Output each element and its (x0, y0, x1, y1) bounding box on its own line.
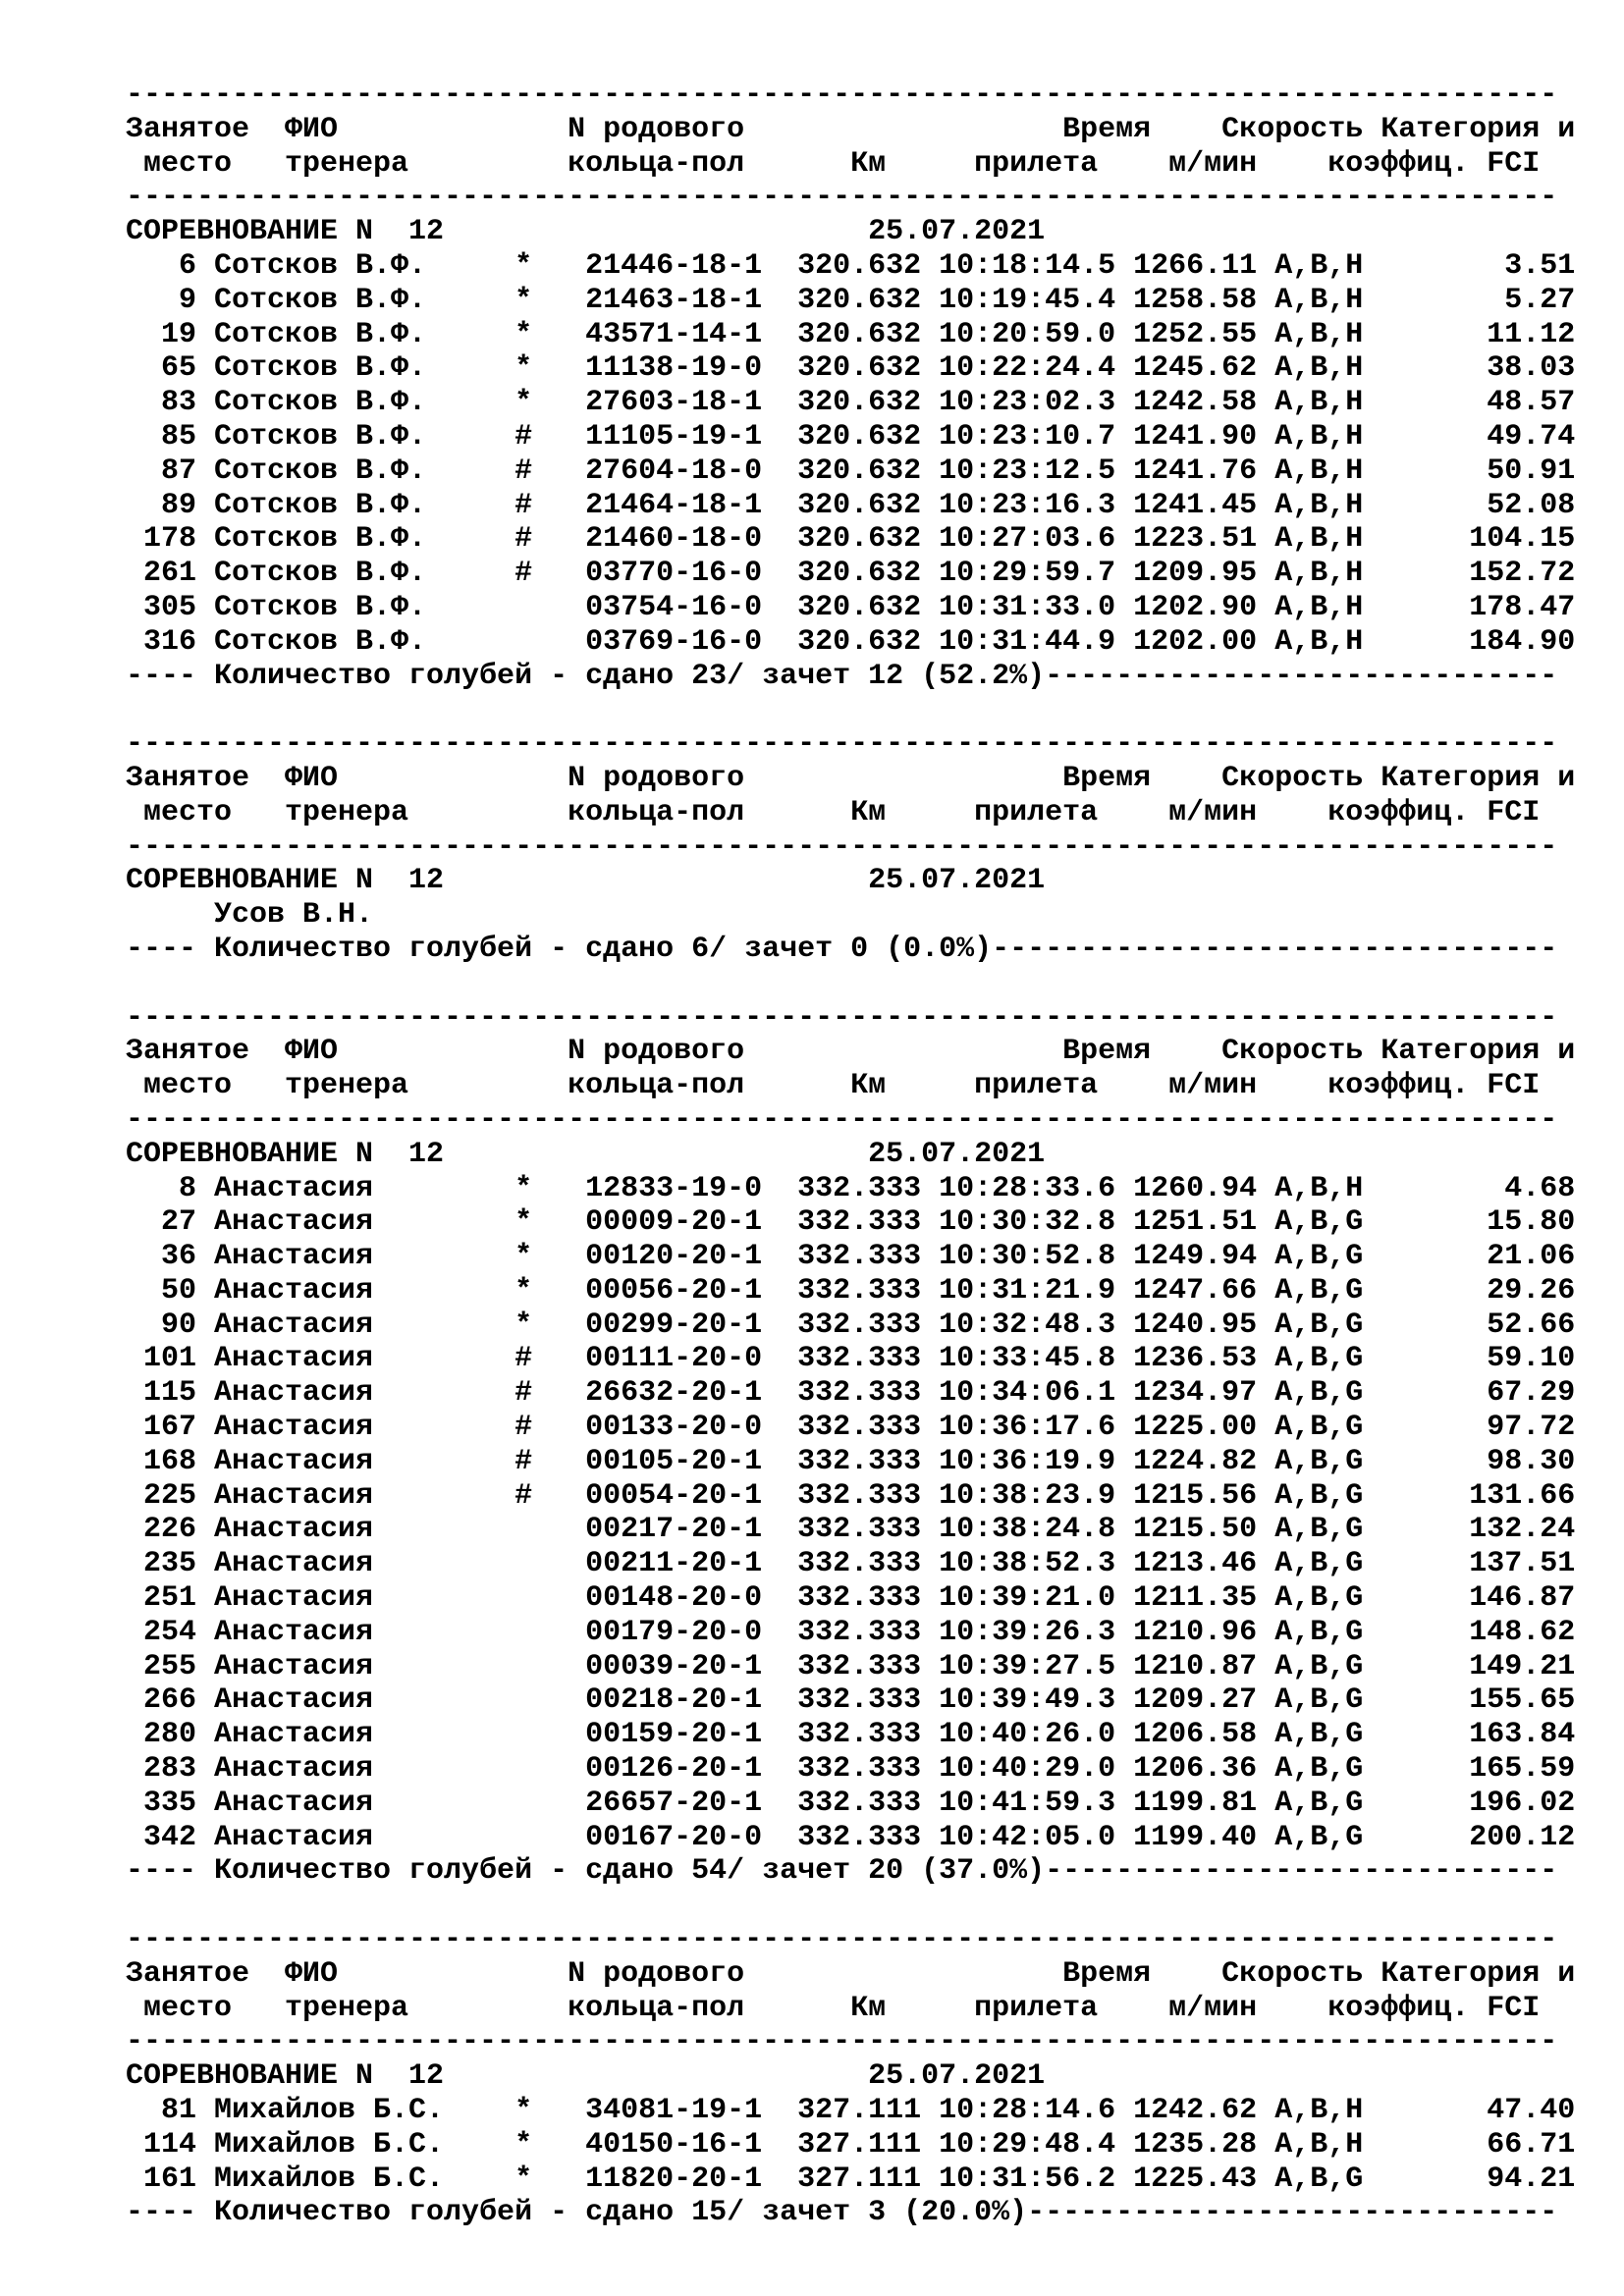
result-row: 36 Анастасия * 00120-20-1 332.333 10:30:52.8 1249.94 A,B,G 21.06 (126, 1240, 1576, 1274)
result-row: 235 Анастасия 00211-20-1 332.333 10:38:52.3 1213.46 A,B,G 137.51 (126, 1547, 1576, 1581)
results-report (126, 79, 1598, 2265)
column-header-row-2: место тренера кольца-пол Км прилета м/мин коэффиц. FCI (126, 795, 1541, 829)
result-row: 178 Сотсков В.Ф. # 21460-18-0 320.632 10:27:03.6 1223.51 A,B,H 104.15 (126, 522, 1576, 557)
column-header-row-1: Занятое ФИО N родового Время Скорость Категория и (126, 1035, 1576, 1069)
result-row: 251 Анастасия 00148-20-0 332.333 10:39:21.0 1211.35 A,B,G 146.87 (126, 1581, 1576, 1616)
results-section (126, 727, 1598, 967)
result-row: 266 Анастасия 00218-20-1 332.333 10:39:49.3 1209.27 A,B,G 155.65 (126, 1683, 1576, 1718)
results-section (126, 1923, 1598, 2230)
result-row: 254 Анастасия 00179-20-0 332.333 10:39:26.3 1210.96 A,B,G 148.62 (126, 1615, 1576, 1649)
result-row: 50 Анастасия * 00056-20-1 332.333 10:31:21.9 1247.66 A,B,G 29.26 (126, 1273, 1576, 1308)
competition-title: СОРЕВНОВАНИЕ N 12 25.07.2021 (126, 215, 1046, 249)
result-row: 27 Анастасия * 00009-20-1 332.333 10:30:32.8 1251.51 A,B,G 15.80 (126, 1205, 1576, 1240)
separator-line: --------------------------------------------------------------------------------- (126, 727, 1558, 762)
separator-line: --------------------------------------------------------------------------------- (126, 1102, 1558, 1137)
result-row: 19 Сотсков В.Ф. * 43571-14-1 320.632 10:20:59.0 1252.55 A,B,H 11.12 (126, 317, 1576, 351)
result-row: 283 Анастасия 00126-20-1 332.333 10:40:29.0 1206.36 A,B,G 165.59 (126, 1752, 1576, 1787)
result-row: 114 Михайлов Б.С. * 40150-16-1 327.111 10:29:48.4 1235.28 A,B,H 66.71 (126, 2127, 1576, 2162)
result-row: 83 Сотсков В.Ф. * 27603-18-1 320.632 10:23:02.3 1242.58 A,B,H 48.57 (126, 386, 1576, 420)
result-row: 255 Анастасия 00039-20-1 332.333 10:39:27.5 1210.87 A,B,G 149.21 (126, 1649, 1576, 1683)
result-row: 89 Сотсков В.Ф. # 21464-18-1 320.632 10:23:16.3 1241.45 A,B,H 52.08 (126, 488, 1576, 522)
column-header-row-2: место тренера кольца-пол Км прилета м/мин коэффиц. FCI (126, 1069, 1541, 1103)
result-row: 87 Сотсков В.Ф. # 27604-18-0 320.632 10:23:12.5 1241.76 A,B,H 50.91 (126, 454, 1576, 488)
result-row: 305 Сотсков В.Ф. 03754-16-0 320.632 10:31:33.0 1202.90 A,B,H 178.47 (126, 590, 1576, 624)
result-row: 225 Анастасия # 00054-20-1 332.333 10:38:23.9 1215.56 A,B,G 131.66 (126, 1478, 1576, 1513)
column-header-row-1: Занятое ФИО N родового Время Скорость Категория и (126, 1956, 1576, 1991)
results-section (126, 1001, 1598, 1890)
result-row: 161 Михайлов Б.С. * 11820-20-1 327.111 10:31:56.2 1225.43 A,B,G 94.21 (126, 2162, 1576, 2196)
competition-title: СОРЕВНОВАНИЕ N 12 25.07.2021 (126, 2059, 1046, 2094)
result-row: 226 Анастасия 00217-20-1 332.333 10:38:24.8 1215.50 A,B,G 132.24 (126, 1513, 1576, 1547)
separator-line: --------------------------------------------------------------------------------- (126, 181, 1558, 215)
column-header-row-1: Занятое ФИО N родового Время Скорость Категория и (126, 112, 1576, 146)
section-summary: ---- Количество голубей - сдано 6/ зачет 0 (0.0%)-------------------------------- (126, 932, 1558, 966)
result-row: 81 Михайлов Б.С. * 34081-19-1 327.111 10:28:14.6 1242.62 A,B,H 47.40 (126, 2094, 1576, 2128)
separator-line: --------------------------------------------------------------------------------- (126, 79, 1558, 112)
result-row: 8 Анастасия * 12833-19-0 332.333 10:28:33.6 1260.94 A,B,H 4.68 (126, 1171, 1576, 1205)
result-row: 9 Сотсков В.Ф. * 21463-18-1 320.632 10:19:45.4 1258.58 A,B,H 5.27 (126, 283, 1576, 317)
competition-title: СОРЕВНОВАНИЕ N 12 25.07.2021 (126, 864, 1046, 898)
result-row: 280 Анастасия 00159-20-1 332.333 10:40:26.0 1206.58 A,B,G 163.84 (126, 1718, 1576, 1752)
result-row: 316 Сотсков В.Ф. 03769-16-0 320.632 10:31:44.9 1202.00 A,B,H 184.90 (126, 624, 1576, 659)
separator-line: --------------------------------------------------------------------------------- (126, 1000, 1558, 1035)
result-row: 342 Анастасия 00167-20-0 332.333 10:42:05.0 1199.40 A,B,G 200.12 (126, 1820, 1576, 1854)
column-header-row-2: место тренера кольца-пол Км прилета м/мин коэффиц. FCI (126, 1991, 1541, 2025)
result-row: 65 Сотсков В.Ф. * 11138-19-0 320.632 10:22:24.4 1245.62 A,B,H 38.03 (126, 351, 1576, 386)
result-row: 115 Анастасия # 26632-20-1 332.333 10:34:06.1 1234.97 A,B,G 67.29 (126, 1376, 1576, 1411)
result-row: 6 Сотсков В.Ф. * 21446-18-1 320.632 10:18:14.5 1266.11 A,B,H 3.51 (126, 248, 1576, 283)
separator-line: --------------------------------------------------------------------------------- (126, 829, 1558, 864)
result-row: 168 Анастасия # 00105-20-1 332.333 10:36:19.9 1224.82 A,B,G 98.30 (126, 1444, 1576, 1478)
separator-line: --------------------------------------------------------------------------------- (126, 2025, 1558, 2059)
result-row: 85 Сотсков В.Ф. # 11105-19-1 320.632 10:23:10.7 1241.90 A,B,H 49.74 (126, 419, 1576, 454)
column-header-row-2: место тренера кольца-пол Км прилета м/мин коэффиц. FCI (126, 146, 1541, 181)
section-summary: ---- Количество голубей - сдано 15/ зачет 3 (20.0%)------------------------------ (126, 2196, 1558, 2230)
result-row: 167 Анастасия # 00133-20-0 332.333 10:36:17.6 1225.00 A,B,G 97.72 (126, 1411, 1576, 1445)
competition-title: СОРЕВНОВАНИЕ N 12 25.07.2021 (126, 1137, 1046, 1171)
results-section (126, 79, 1598, 693)
section-summary: ---- Количество голубей - сдано 23/ зачет 12 (52.2%)----------------------------- (126, 659, 1558, 693)
result-row: 101 Анастасия # 00111-20-0 332.333 10:33:45.8 1236.53 A,B,G 59.10 (126, 1342, 1576, 1376)
trainer-name: Усов В.Н. (126, 898, 374, 933)
column-header-row-1: Занятое ФИО N родового Время Скорость Категория и (126, 761, 1576, 795)
result-row: 261 Сотсков В.Ф. # 03770-16-0 320.632 10:29:59.7 1209.95 A,B,H 152.72 (126, 557, 1576, 591)
section-summary: ---- Количество голубей - сдано 54/ зачет 20 (37.0%)----------------------------- (126, 1854, 1558, 1889)
result-row: 90 Анастасия * 00299-20-1 332.333 10:32:48.3 1240.95 A,B,G 52.66 (126, 1308, 1576, 1342)
separator-line: --------------------------------------------------------------------------------- (126, 1923, 1558, 1957)
result-row: 335 Анастасия 26657-20-1 332.333 10:41:59.3 1199.81 A,B,G 196.02 (126, 1786, 1576, 1820)
